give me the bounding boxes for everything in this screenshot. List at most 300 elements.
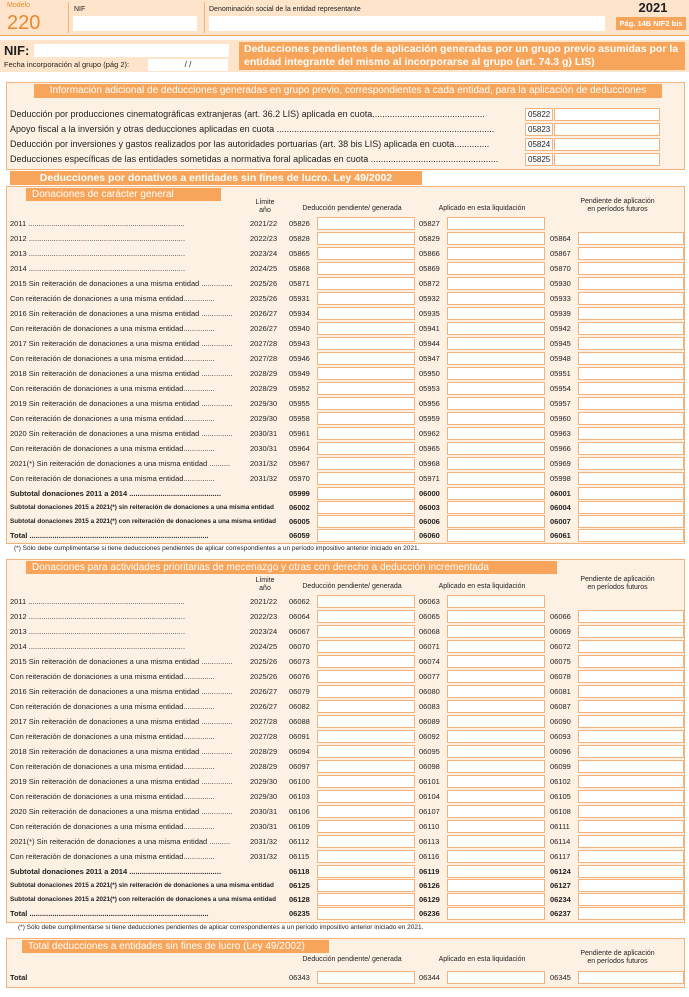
sec1-row-code: 05964 — [289, 444, 310, 453]
sec2-row-field[interactable] — [447, 760, 545, 773]
sec2-row-label: Con reiteración de donaciones a una misma entidad............... — [10, 762, 215, 771]
sec2-row-field[interactable] — [447, 715, 545, 728]
form-year: 2021 — [638, 0, 668, 15]
sec1-row-code: 05957 — [550, 399, 571, 408]
sec1-row-label: 2014 ........................................................................... — [10, 264, 186, 273]
sec1-row-code: 05959 — [419, 414, 440, 423]
sec1-row-field[interactable] — [578, 307, 684, 320]
sec2-row-field[interactable] — [578, 610, 684, 623]
sec1-row-limit: 2025/26 — [250, 294, 278, 303]
sec2-row-field[interactable] — [447, 790, 545, 803]
sec1-subtotal-field[interactable] — [317, 501, 415, 514]
sec1-row-code: 05865 — [289, 249, 310, 258]
sec1-row-limit: 2023/24 — [250, 249, 278, 258]
sec2-row-field[interactable] — [447, 685, 545, 698]
sec2-row-limit: 2030/31 — [250, 807, 278, 816]
sec1-row-field[interactable] — [447, 412, 545, 425]
sec1-row-code: 05939 — [550, 309, 571, 318]
sec1-row-code: 05955 — [289, 399, 310, 408]
sec2-row-code: 06100 — [289, 777, 310, 786]
sec2-subtotal-field[interactable] — [447, 879, 545, 892]
sec2-row-label: Con reiteración de donaciones a una misma entidad............... — [10, 732, 215, 741]
sec1-row-label: Con reiteración de donaciones a una misma entidad............... — [10, 294, 215, 303]
sec2-row-code: 06079 — [289, 687, 310, 696]
sec2-row-code: 06069 — [550, 627, 571, 636]
sec1-row-field[interactable] — [447, 247, 545, 260]
sec2-subtotal-field[interactable] — [578, 865, 684, 878]
sec1-row-field[interactable] — [317, 472, 415, 485]
sec1-row-field[interactable] — [317, 247, 415, 260]
sec2-row-field[interactable] — [447, 625, 545, 638]
sec2-row-field[interactable] — [578, 745, 684, 758]
sec2-row-field[interactable] — [447, 835, 545, 848]
sec2-row-code: 06068 — [419, 627, 440, 636]
sec1-subtotal-code: 06005 — [289, 517, 310, 526]
sec1-row-field[interactable] — [578, 412, 684, 425]
sec1-row-code: 05971 — [419, 474, 440, 483]
sec1-row-code: 05966 — [550, 444, 571, 453]
sec1-row-code: 05864 — [550, 234, 571, 243]
sec1-row-code: 05826 — [289, 219, 310, 228]
sec2-row-field[interactable] — [578, 835, 684, 848]
sec2-row-code: 06096 — [550, 747, 571, 756]
sec2-row-field[interactable] — [317, 730, 415, 743]
sec2-row-field[interactable] — [578, 625, 684, 638]
sec2-row-code: 06092 — [419, 732, 440, 741]
sec1-row-label: 2018 Sin reiteración de donaciones a una misma entidad ............... — [10, 369, 233, 378]
sec1-row-field[interactable] — [317, 442, 415, 455]
sec1-subtotal-field[interactable] — [578, 529, 684, 542]
sec1-row-limit: 2025/26 — [250, 279, 278, 288]
sec2-subtotal-code: 06129 — [419, 895, 440, 904]
sec2-row-code: 06113 — [419, 837, 440, 846]
sec1-row-limit: 2024/25 — [250, 264, 278, 273]
sec1-subtotal-code: 06007 — [550, 517, 571, 526]
nif-header-field[interactable] — [73, 16, 197, 31]
sec2-row-field[interactable] — [317, 820, 415, 833]
total-col-futuro: Pendiente de aplicación en períodos futuros — [580, 950, 655, 965]
sec1-row-limit: 2022/23 — [250, 234, 278, 243]
sec2-row-code: 06076 — [289, 672, 310, 681]
sec2-row-code: 06091 — [289, 732, 310, 741]
sec1-subtotal-field[interactable] — [317, 515, 415, 528]
sec1-subtotal-label: Subtotal donaciones 2015 a 2021(*) con reiteración de donaciones a una misma entidad — [10, 518, 277, 525]
info-row-field[interactable] — [554, 108, 660, 121]
sec2-row-field[interactable] — [447, 610, 545, 623]
sec1-row-label: 2012 ........................................................................... — [10, 234, 186, 243]
sec2-subtotal-label: Subtotal donaciones 2015 a 2021(*) con reiteración de donaciones a una misma entidad — [10, 896, 277, 903]
sec2-row-field[interactable] — [578, 760, 684, 773]
sec1-row-field[interactable] — [317, 427, 415, 440]
info-title: Información adicional de deducciones generadas en grupo previo, correspondientes a cada entidad, para la aplicación de deducciones — [34, 84, 662, 98]
sec2-row-code: 06074 — [419, 657, 440, 666]
sec1-row-code: 05941 — [419, 324, 440, 333]
sec1-row-code: 05946 — [289, 354, 310, 363]
sec1-row-code: 05970 — [289, 474, 310, 483]
sec2-row-field[interactable] — [447, 745, 545, 758]
sec2-row-code: 06066 — [550, 612, 571, 621]
sec1-row-field[interactable] — [578, 397, 684, 410]
sec1-row-field[interactable] — [447, 292, 545, 305]
sec2-subtotal-field[interactable] — [317, 907, 415, 920]
nif-field[interactable] — [34, 44, 229, 57]
denominacion-box — [204, 2, 608, 33]
sec2-row-label: 2016 Sin reiteración de donaciones a una misma entidad ............... — [10, 687, 233, 696]
sec2-row-label: 2015 Sin reiteración de donaciones a una misma entidad ............... — [10, 657, 233, 666]
sec1-row-field[interactable] — [447, 337, 545, 350]
sec2-row-code: 06107 — [419, 807, 440, 816]
sec1-row-code: 05961 — [289, 429, 310, 438]
sec2-row-code: 06067 — [289, 627, 310, 636]
sec2-row-limit: 2027/28 — [250, 732, 278, 741]
sec1-row-field[interactable] — [447, 307, 545, 320]
sec2-row-field[interactable] — [317, 685, 415, 698]
sec1-row-code: 05827 — [419, 219, 440, 228]
total-code: 06344 — [419, 973, 440, 982]
sec2-row-code: 06082 — [289, 702, 310, 711]
sec2-subtotal-field[interactable] — [317, 879, 415, 892]
sec2-row-field[interactable] — [447, 640, 545, 653]
sec2-row-code: 06104 — [419, 792, 440, 801]
sec1-row-field[interactable] — [317, 367, 415, 380]
sec1-row-code: 05828 — [289, 234, 310, 243]
sec1-subtotal-field[interactable] — [447, 501, 545, 514]
sec2-row-field[interactable] — [447, 655, 545, 668]
sec2-row-field[interactable] — [447, 730, 545, 743]
sec2-subtotal-code: 06234 — [550, 895, 571, 904]
sec2-row-code: 06105 — [550, 792, 571, 801]
sec1-row-field[interactable] — [317, 232, 415, 245]
sec2-row-label: 2019 Sin reiteración de donaciones a una misma entidad ............... — [10, 777, 233, 786]
sec2-row-field[interactable] — [317, 835, 415, 848]
sec2-subtotal-code: 06128 — [289, 895, 310, 904]
sec1-row-code: 05940 — [289, 324, 310, 333]
total-field[interactable] — [578, 971, 684, 984]
info-row-field[interactable] — [554, 138, 660, 151]
sec1-row-code: 05867 — [550, 249, 571, 258]
sec2-row-field[interactable] — [317, 850, 415, 863]
sec1-row-code: 05965 — [419, 444, 440, 453]
sec2-row-field[interactable] — [578, 775, 684, 788]
sec2-col-limite: Límite año — [255, 577, 275, 592]
sec1-row-limit: 2030/31 — [250, 429, 278, 438]
sec1-row-label: 2015 Sin reiteración de donaciones a una misma entidad ............... — [10, 279, 233, 288]
sec1-row-limit: 2031/32 — [250, 474, 278, 483]
sec2-row-code: 06080 — [419, 687, 440, 696]
sec2-row-code: 06088 — [289, 717, 310, 726]
sec1-row-field[interactable] — [578, 382, 684, 395]
sec2-row-limit: 2028/29 — [250, 762, 278, 771]
sec1-row-field[interactable] — [317, 262, 415, 275]
denominacion-label: Denominación social de la entidad representante — [209, 6, 361, 13]
sec1-row-field[interactable] — [317, 322, 415, 335]
sec1-row-code: 05933 — [550, 294, 571, 303]
sec2-row-field[interactable] — [578, 670, 684, 683]
sec1-row-code: 05870 — [550, 264, 571, 273]
sec1-row-field[interactable] — [578, 232, 684, 245]
sec1-row-field[interactable] — [447, 382, 545, 395]
sec2-row-field[interactable] — [317, 745, 415, 758]
sec1-subtotal-code: 06003 — [419, 503, 440, 512]
sec2-row-code: 06094 — [289, 747, 310, 756]
sec1-row-label: Con reiteración de donaciones a una misma entidad............... — [10, 444, 215, 453]
sec2-row-field[interactable] — [447, 595, 545, 608]
sec2-subtotal-field[interactable] — [317, 865, 415, 878]
sec1-row-field[interactable] — [578, 292, 684, 305]
sec1-row-code: 05960 — [550, 414, 571, 423]
section-title: Deducciones pendientes de aplicación generadas por un grupo previo asumidas por la entidad integrante del mismo al incorporarse al grupo (art. 74.3 g) LIS) — [239, 42, 685, 70]
sec1-row-limit: 2028/29 — [250, 369, 278, 378]
sec1-row-field[interactable] — [578, 247, 684, 260]
sec1-row-field[interactable] — [317, 307, 415, 320]
sec2-row-label: 2011 ........................................................................... — [10, 597, 185, 606]
sec2-row-field[interactable] — [317, 670, 415, 683]
sec2-row-label: 2013 ........................................................................... — [10, 627, 186, 636]
sec1-subtotal-field[interactable] — [447, 515, 545, 528]
sec1-row-label: Con reiteración de donaciones a una misma entidad............... — [10, 384, 215, 393]
sec1-row-field[interactable] — [447, 397, 545, 410]
sec1-row-code: 05932 — [419, 294, 440, 303]
sec1-row-code: 05962 — [419, 429, 440, 438]
sec1-row-code: 05954 — [550, 384, 571, 393]
sec2-subtotal-field[interactable] — [578, 893, 684, 906]
info-row-code: 05822 — [525, 108, 553, 121]
sec2-row-code: 06095 — [419, 747, 440, 756]
sec2-row-field[interactable] — [317, 715, 415, 728]
total-code: 06345 — [550, 973, 571, 982]
sec1-row-label: 2011 ........................................................................... — [10, 219, 185, 228]
sec2-row-field[interactable] — [447, 670, 545, 683]
sec2-row-code: 06073 — [289, 657, 310, 666]
sec1-row-field[interactable] — [447, 367, 545, 380]
sec2-subtotal-field[interactable] — [317, 893, 415, 906]
sec2-row-code: 06090 — [550, 717, 571, 726]
sec1-row-field[interactable] — [317, 397, 415, 410]
sec2-row-field[interactable] — [578, 640, 684, 653]
sec1-row-field[interactable] — [447, 457, 545, 470]
sec2-row-code: 06087 — [550, 702, 571, 711]
sec1-row-field[interactable] — [317, 277, 415, 290]
sec2-row-field[interactable] — [447, 850, 545, 863]
sec2-row-code: 06072 — [550, 642, 571, 651]
sec1-row-code: 05953 — [419, 384, 440, 393]
subheader — [0, 40, 689, 72]
sec1-subtotal-field[interactable] — [447, 529, 545, 542]
sec1-row-field[interactable] — [447, 427, 545, 440]
sec1-subtotal-code: 06061 — [550, 531, 571, 540]
sec1-subtotal-code: 06004 — [550, 503, 571, 512]
sec2-row-code: 06075 — [550, 657, 571, 666]
sec2-row-label: 2021(*) Sin reiteración de donaciones a una misma entidad .......... — [10, 837, 231, 846]
sec2-subtotal-code: 06125 — [289, 881, 310, 890]
sec2-row-field[interactable] — [317, 595, 415, 608]
sec1-row-field[interactable] — [578, 322, 684, 335]
sec1-row-code: 05968 — [419, 459, 440, 468]
sec2-subtotal-code: 06119 — [419, 867, 440, 876]
sec1-row-code: 05829 — [419, 234, 440, 243]
sec2-row-limit: 2031/32 — [250, 837, 278, 846]
sec2-subtotal-field[interactable] — [578, 879, 684, 892]
sec2-row-code: 06070 — [289, 642, 310, 651]
sec2-row-field[interactable] — [317, 760, 415, 773]
sec2-row-limit: 2025/26 — [250, 657, 278, 666]
sec2-row-limit: 2026/27 — [250, 702, 278, 711]
sec1-subtotal-field[interactable] — [317, 487, 415, 500]
sec2-row-code: 06097 — [289, 762, 310, 771]
sec1-row-code: 05949 — [289, 369, 310, 378]
total-title: Total deducciones a entidades sin fines de lucro (Ley 49/2002) — [22, 940, 329, 953]
total-label: Total — [10, 973, 28, 982]
sec1-row-limit: 2026/27 — [250, 309, 278, 318]
sec2-row-field[interactable] — [578, 655, 684, 668]
page-tag: Pág. 14B NIF2 bis — [616, 17, 686, 30]
sec2-row-code: 06112 — [289, 837, 310, 846]
sec1-row-field[interactable] — [447, 277, 545, 290]
sec2-row-field[interactable] — [578, 730, 684, 743]
sec2-row-field[interactable] — [317, 790, 415, 803]
sec1-row-field[interactable] — [578, 442, 684, 455]
sec2-row-label: 2012 ........................................................................... — [10, 612, 186, 621]
form-header — [0, 0, 689, 36]
sec2-subtotal-field[interactable] — [447, 865, 545, 878]
sec2-subtotal-field[interactable] — [578, 907, 684, 920]
sec2-subtotal-code: 06124 — [550, 867, 571, 876]
total-field[interactable] — [317, 971, 415, 984]
sec1-row-field[interactable] — [447, 352, 545, 365]
sec2-row-code: 06110 — [419, 822, 440, 831]
total-field[interactable] — [447, 971, 545, 984]
sec1-row-code: 05958 — [289, 414, 310, 423]
sec2-row-field[interactable] — [447, 820, 545, 833]
info-row-label: Deducción por inversiones y gastos realizados por las autoridades portuarias (art. 38 bis LIS) aplicada en cuota.............. — [10, 139, 490, 149]
sec1-row-label: 2013 ........................................................................... — [10, 249, 186, 258]
sec2-row-field[interactable] — [317, 640, 415, 653]
sec1-row-code: 05935 — [419, 309, 440, 318]
sec1-row-field[interactable] — [578, 262, 684, 275]
sec2-row-code: 06062 — [289, 597, 310, 606]
sec1-row-code: 05956 — [419, 399, 440, 408]
sec1-row-code: 05942 — [550, 324, 571, 333]
sec2-row-limit: 2021/22 — [250, 597, 278, 606]
sec1-row-field[interactable] — [578, 472, 684, 485]
sec2-subtotal-code: 06236 — [419, 909, 440, 918]
sec2-row-field[interactable] — [578, 790, 684, 803]
sec1-row-field[interactable] — [447, 442, 545, 455]
sec1-row-code: 05872 — [419, 279, 440, 288]
sec2-row-field[interactable] — [447, 805, 545, 818]
fecha-label: Fecha incorporación al grupo (pág 2): — [4, 60, 130, 69]
modelo-number: 220 — [7, 12, 41, 34]
info-row-field[interactable] — [554, 153, 660, 166]
sec2-row-field[interactable] — [578, 715, 684, 728]
sec1-row-field[interactable] — [317, 382, 415, 395]
sec1-row-field[interactable] — [317, 292, 415, 305]
sec2-note: (*) Sólo debe cumplimentarse si tiene deducciones pendientes de aplicar correspondientes a un período impositivo anterior iniciado en 2021. — [18, 924, 424, 931]
sec1-row-field[interactable] — [578, 457, 684, 470]
sec2-row-field[interactable] — [317, 775, 415, 788]
fecha-field[interactable]: / / — [148, 59, 228, 71]
sec2-row-field[interactable] — [317, 655, 415, 668]
sec2-row-label: 2014 ........................................................................... — [10, 642, 186, 651]
sec1-subtotal-field[interactable] — [317, 529, 415, 542]
sec2-row-field[interactable] — [317, 625, 415, 638]
sec1-subtotal-code: 06002 — [289, 503, 310, 512]
sec1-row-field[interactable] — [578, 367, 684, 380]
info-row-field[interactable] — [554, 123, 660, 136]
sec2-row-field[interactable] — [578, 700, 684, 713]
sec2-row-code: 06114 — [550, 837, 571, 846]
sec1-subtotal-field[interactable] — [578, 515, 684, 528]
sec2-row-field[interactable] — [317, 610, 415, 623]
sec2-row-field[interactable] — [447, 775, 545, 788]
sec2-row-field[interactable] — [447, 700, 545, 713]
sec2-row-field[interactable] — [317, 700, 415, 713]
sec2-subtotal-code: 06237 — [550, 909, 571, 918]
sec1-row-field[interactable] — [578, 427, 684, 440]
sec2-row-code: 06103 — [289, 792, 310, 801]
sec1-subtotal-field[interactable] — [447, 487, 545, 500]
sec1-row-field[interactable] — [578, 352, 684, 365]
sec2-row-field[interactable] — [578, 820, 684, 833]
sec1-row-field[interactable] — [447, 232, 545, 245]
sec1-row-field[interactable] — [447, 262, 545, 275]
sec1-row-field[interactable] — [317, 412, 415, 425]
sec2-col-pendiente: Deducción pendiente/ generada — [302, 583, 402, 590]
sec2-row-limit: 2029/30 — [250, 777, 278, 786]
sec1-row-field[interactable] — [447, 322, 545, 335]
sec1-row-code: 05969 — [550, 459, 571, 468]
sec1-row-label: Con reiteración de donaciones a una misma entidad............... — [10, 474, 215, 483]
sec1-row-field[interactable] — [578, 337, 684, 350]
sec1-row-field[interactable] — [317, 337, 415, 350]
sec2-subtotal-field[interactable] — [447, 893, 545, 906]
sec2-title: Donaciones para actividades prioritarias de mecenazgo y otras con derecho a deducción incrementada — [26, 561, 557, 574]
sec2-row-code: 06109 — [289, 822, 310, 831]
sec1-subtotal-field[interactable] — [578, 487, 684, 500]
sec1-row-field[interactable] — [447, 217, 545, 230]
sec1-row-label: Con reiteración de donaciones a una misma entidad............... — [10, 354, 215, 363]
sec1-subtotal-label: Total ...................................................................................... — [10, 531, 209, 540]
sec1-row-field[interactable] — [447, 472, 545, 485]
sec2-row-code: 06099 — [550, 762, 571, 771]
sec2-row-code: 06116 — [419, 852, 440, 861]
sec1-row-limit: 2027/28 — [250, 339, 278, 348]
sec1-row-field[interactable] — [578, 277, 684, 290]
sec2-row-code: 06078 — [550, 672, 571, 681]
sec1-subtotal-field[interactable] — [578, 501, 684, 514]
sec1-row-field[interactable] — [317, 352, 415, 365]
denominacion-field[interactable] — [209, 16, 605, 31]
sec2-row-field[interactable] — [578, 805, 684, 818]
sec2-subtotal-field[interactable] — [447, 907, 545, 920]
sec1-row-field[interactable] — [317, 217, 415, 230]
sec1-subtotal-code: 06001 — [550, 489, 571, 498]
sec1-row-field[interactable] — [317, 457, 415, 470]
sec2-row-field[interactable] — [578, 685, 684, 698]
sec2-row-code: 06115 — [289, 852, 310, 861]
sec2-subtotal-code: 06235 — [289, 909, 310, 918]
sec2-row-label: Con reiteración de donaciones a una misma entidad............... — [10, 672, 215, 681]
sec2-row-limit: 2025/26 — [250, 672, 278, 681]
sec2-row-limit: 2030/31 — [250, 822, 278, 831]
sec1-row-code: 05950 — [419, 369, 440, 378]
sec1-row-code: 05967 — [289, 459, 310, 468]
donativos-title: Deducciones por donativos a entidades sin fines de lucro. Ley 49/2002 — [10, 171, 422, 185]
sec2-row-field[interactable] — [578, 850, 684, 863]
sec2-row-field[interactable] — [317, 805, 415, 818]
sec2-row-limit: 2029/30 — [250, 792, 278, 801]
modelo-label: Modelo — [7, 2, 30, 9]
